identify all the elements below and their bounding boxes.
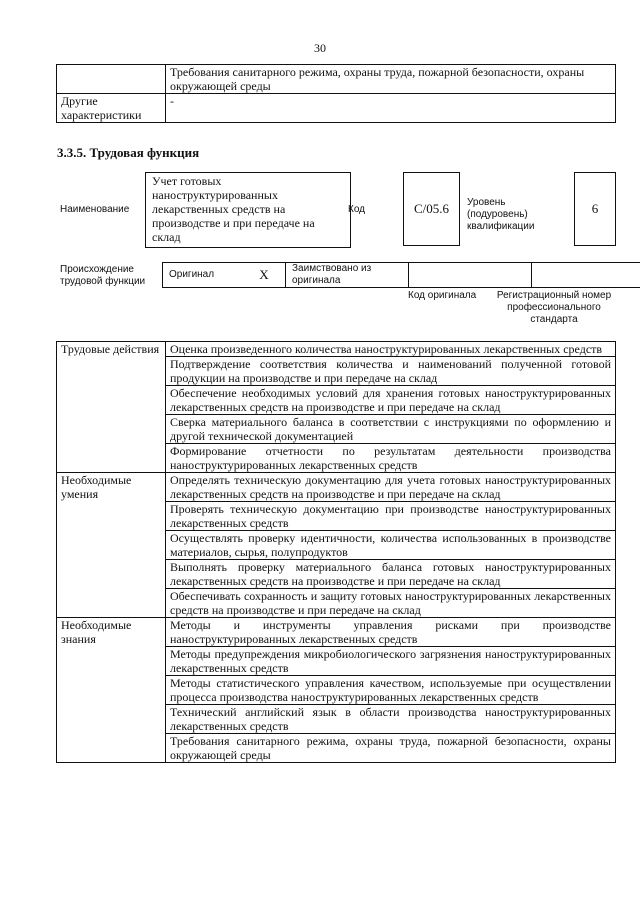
table-row xyxy=(57,473,616,502)
code-original-cell xyxy=(409,263,532,288)
item-cell: Сверка материального баланса в соответствии с инструкциями по оформлению и другой технической документацией xyxy=(166,415,616,444)
item-cell: Методы статистического управления качеством, используемые при осуществлении процесса производства наноструктурированных лекарственных средств xyxy=(166,676,616,705)
table-row xyxy=(163,263,640,288)
row-label xyxy=(57,65,166,94)
original-label: Оригинал xyxy=(163,263,244,288)
continued-table xyxy=(56,64,616,123)
item-cell: Методы предупреждения микробиологического загрязнения наноструктурированных лекарственных средств xyxy=(166,647,616,676)
item-cell: Обеспечение необходимых условий для хранения готовых наноструктурированных лекарственных средств на производстве и при передаче на склад xyxy=(166,386,616,415)
category-cell: Трудовые действия xyxy=(57,342,166,473)
item-cell: Подтверждение соответствия количества и наименований полученной готовой продукции на производстве и при передаче на склад xyxy=(166,357,616,386)
page-number: 30 xyxy=(314,41,326,55)
item-cell: Выполнять проверку материального баланса готовых наноструктурированных лекарственных средств на производстве и при передаче на склад xyxy=(166,560,616,589)
table-row xyxy=(57,342,616,357)
category-cell: Необходимые умения xyxy=(57,473,166,618)
section-title: 3.3.5. Трудовая функция xyxy=(57,145,200,160)
table-row xyxy=(57,94,616,123)
row-text: Требования санитарного режима, охраны труда, пожарной безопасности, охраны окружающей среды xyxy=(166,65,616,94)
code-original-caption: Код оригинала xyxy=(408,290,477,301)
item-cell: Осуществлять проверку идентичности, количества использованных в производстве материалов, сырья, полупродуктов xyxy=(166,531,616,560)
name-label: Наименование xyxy=(60,204,130,215)
table-row xyxy=(57,618,616,647)
item-cell: Технический английский язык в области производства наноструктурированных лекарственных средств xyxy=(166,705,616,734)
item-cell: Методы и инструменты управления рисками при производстве наноструктурированных лекарственных средств xyxy=(166,618,616,647)
category-cell: Необходимые знания xyxy=(57,618,166,763)
reg-number-cell xyxy=(532,263,640,288)
row-label: Другие характеристики xyxy=(57,94,166,123)
item-cell: Формирование отчетности по результатам деятельности производства наноструктурированных лекарственных средств xyxy=(166,444,616,473)
origin-table xyxy=(162,262,640,288)
original-mark: X xyxy=(243,263,286,288)
table-row xyxy=(57,65,616,94)
code-value-box: C/05.6 xyxy=(403,172,460,246)
borrowed-label: Заимствовано из оригинала xyxy=(286,263,409,288)
row-text: - xyxy=(166,94,616,123)
item-cell: Требования санитарного режима, охраны труда, пожарной безопасности, охраны окружающей среды xyxy=(166,734,616,763)
level-label: Уровень (подуровень) квалификации xyxy=(467,197,535,232)
item-cell: Определять техническую документацию для учета готовых наноструктурированных лекарственных средств на производстве и при передаче на склад xyxy=(166,473,616,502)
item-cell: Проверять техническую документацию при производстве наноструктурированных лекарственных средств xyxy=(166,502,616,531)
origin-label: Происхождение трудовой функции xyxy=(60,264,146,287)
item-cell: Обеспечивать сохранность и защиту готовых наноструктурированных лекарственных средств на производстве и при передаче на склад xyxy=(166,589,616,618)
item-cell: Оценка произведенного количества наноструктурированных лекарственных средств xyxy=(166,342,616,357)
function-details-table xyxy=(56,341,616,763)
level-value-box: 6 xyxy=(574,172,616,246)
reg-number-caption: Регистрационный номер профессионального стандарта xyxy=(496,290,612,325)
function-name-box: Учет готовых наноструктурированных лекарственных средств на производстве и при передаче на склад xyxy=(145,172,351,248)
code-label: Код xyxy=(348,204,366,215)
